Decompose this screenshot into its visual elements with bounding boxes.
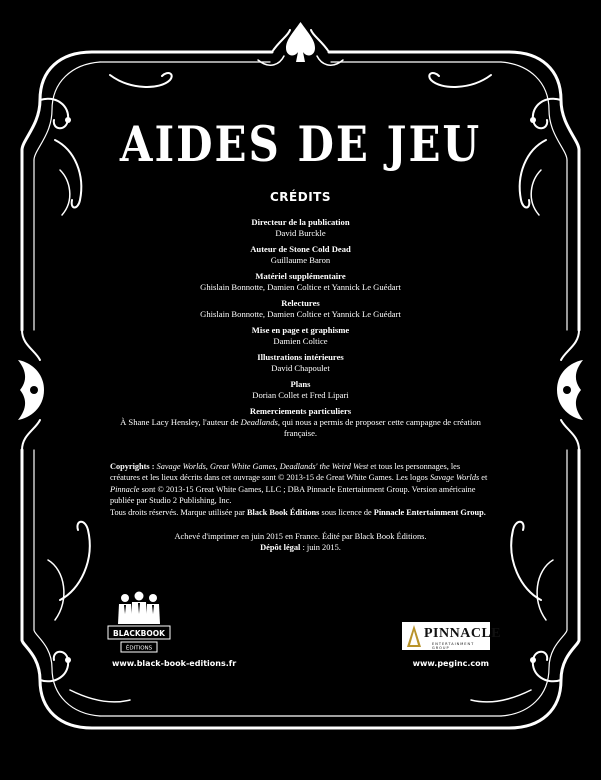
pinnacle-logo xyxy=(402,622,502,650)
pinnacle-mark-icon xyxy=(407,625,421,647)
bbe-logo-line1: BLACKBOOK xyxy=(113,629,165,638)
printing-line: Achevé d'imprimer en juin 2015 en France. Édité par Black Book Éditions. xyxy=(174,532,427,541)
pinnacle-name: PINNACLE xyxy=(424,626,502,641)
credit-entry xyxy=(110,217,491,239)
credit-entry xyxy=(110,379,491,401)
credits-list xyxy=(110,217,491,444)
credit-names: David Burckle xyxy=(275,228,326,238)
credit-role: Auteur de Stone Cold Dead xyxy=(250,244,351,254)
credit-entry xyxy=(110,325,491,347)
credit-role: Plans xyxy=(290,379,311,389)
copyright-text: et xyxy=(479,473,488,483)
rights-text: sous licence de xyxy=(319,507,374,517)
thanks-entry xyxy=(110,406,491,439)
thanks-role: Remerciements particuliers xyxy=(249,406,352,416)
copyright-works: Savage Worlds, Great White Games, Deadlands' the Weird West xyxy=(156,462,369,471)
thanks-text-after: , qui nous a permis de proposer cette campagne de création française. xyxy=(277,417,481,438)
peginc-url-link[interactable]: www.peginc.com xyxy=(412,659,489,668)
black-book-editions-logo xyxy=(105,588,173,658)
section-subtitle: CRÉDITS xyxy=(270,190,331,204)
rights-paragraph xyxy=(110,507,491,518)
copyright-text: sont © 2013-15 Great White Games, LLC ; DBA Pinnacle Entertainment Group. Version américaine publiée par Studio 2 Publishing, Inc. xyxy=(110,484,476,506)
copyright-logos: Savage Worlds xyxy=(429,473,480,483)
credit-names: David Chapoulet xyxy=(271,363,330,373)
credit-entry xyxy=(110,298,491,320)
credit-role: Matériel supplémentaire xyxy=(255,271,346,281)
credit-entry xyxy=(110,352,491,374)
copyright-label: Copyrights : xyxy=(110,462,157,471)
credit-role: Illustrations intérieures xyxy=(257,352,344,362)
credit-names: Guillaume Baron xyxy=(270,255,331,265)
credit-names: Ghislain Bonnotte, Damien Coltice et Yannick Le Guédart xyxy=(200,282,401,292)
black-book-url-link[interactable]: www.black-book-editions.fr xyxy=(112,659,237,668)
credit-entry xyxy=(110,244,491,266)
legal-deposit-label: Dépôt légal xyxy=(260,543,301,553)
printing-info xyxy=(110,531,491,554)
rights-text: Tous droits réservés. Marque utilisée par xyxy=(110,507,247,517)
rights-licensor: Pinnacle Entertainment Group. xyxy=(373,507,486,517)
credit-names: Damien Coltice xyxy=(273,336,328,346)
credit-role: Directeur de la publication xyxy=(251,217,350,227)
credit-role: Mise en page et graphisme xyxy=(251,325,350,335)
legal-deposit xyxy=(110,542,491,553)
legal-deposit-value: : juin 2015. xyxy=(300,543,341,553)
copyright-logos: Pinnacle xyxy=(110,484,140,494)
credit-names: Dorian Collet et Fred Lipari xyxy=(252,390,349,400)
page-title: AIDES DE JEU xyxy=(119,116,482,173)
credit-names: Ghislain Bonnotte, Damien Coltice et Yannick Le Guédart xyxy=(200,309,401,319)
credit-entry xyxy=(110,271,491,293)
copyright-notice xyxy=(110,461,491,518)
copyright-text: et tous les personnages, les créatures et les lieux décrits dans cet ouvrage sont © 2013-15 de Great White Games. Les logos xyxy=(110,462,461,483)
thanks-text-em: Deadlands xyxy=(240,417,278,427)
thanks-text xyxy=(110,417,491,439)
thanks-text-before: À Shane Lacy Hensley, l'auteur de xyxy=(120,417,241,427)
bbe-logo-line2: ÉDITIONS xyxy=(125,645,153,652)
copyright-paragraph xyxy=(110,461,491,507)
rights-publisher: Black Book Éditions xyxy=(246,507,320,517)
credit-role: Relectures xyxy=(281,298,320,308)
pinnacle-subtitle: ENTERTAINMENT GROUP xyxy=(432,642,475,650)
